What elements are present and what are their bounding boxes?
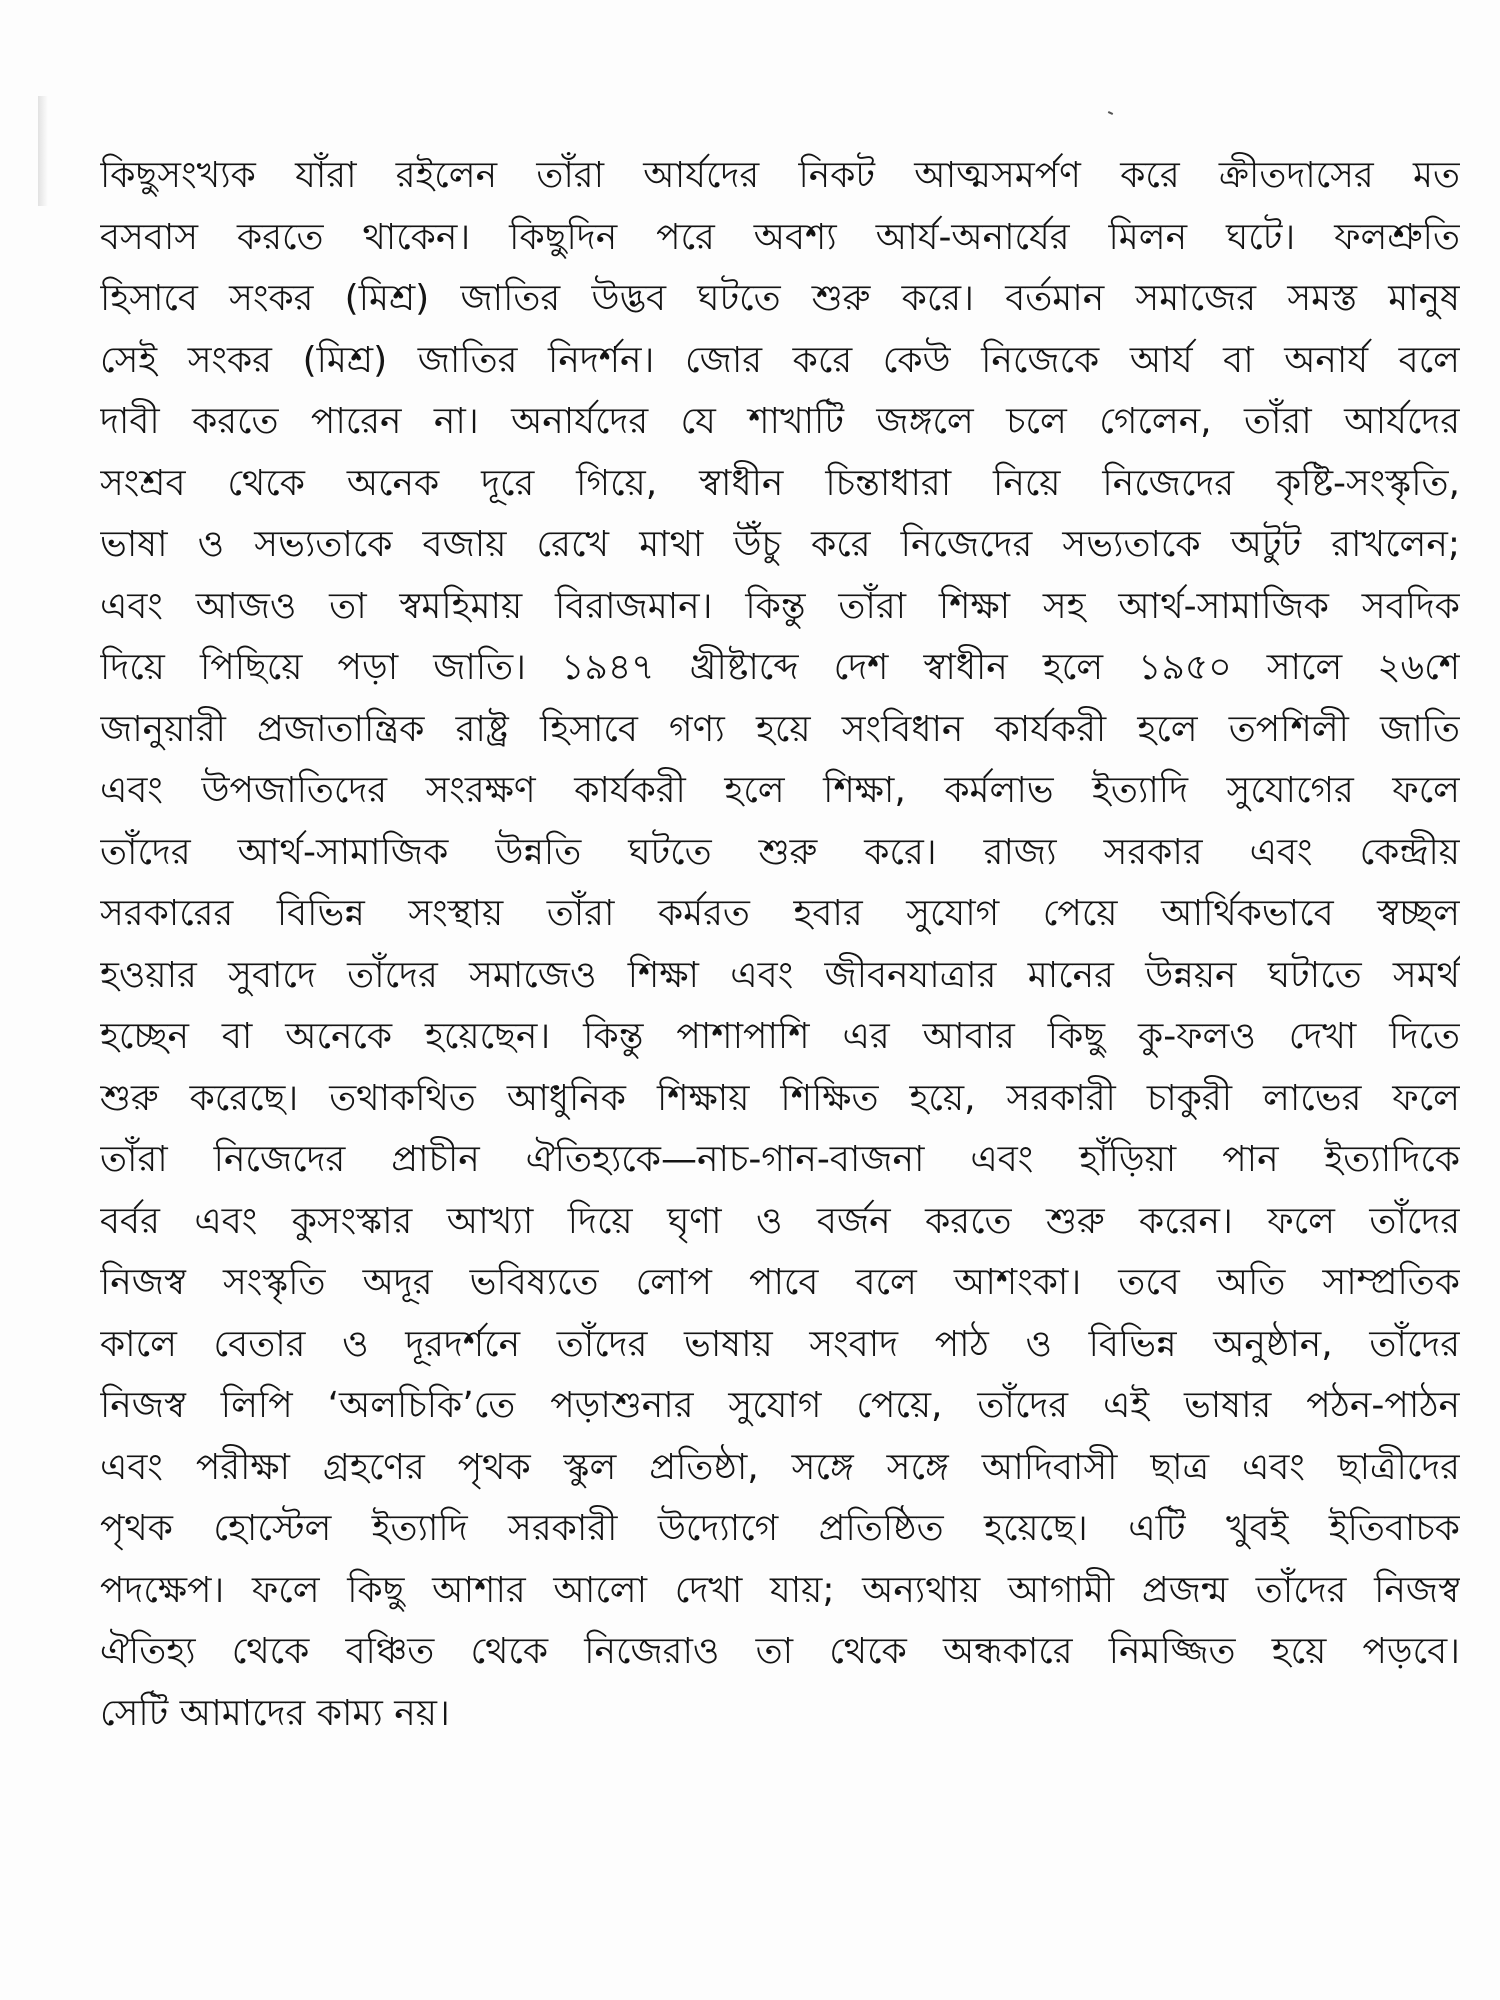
text-line: নিজস্ব সংস্কৃতি অদূর ভবিষ্যতে লোপ পাবে বলে আশংকা। তবে অতি সাম্প্রতিক: [100, 1262, 1460, 1303]
text-line: ঐতিহ্য থেকে বঞ্চিত থেকে নিজেরাও তা থেকে অন্ধকারে নিমজ্জিত হয়ে পড়বে।: [100, 1631, 1460, 1672]
body-paragraph: [100, 145, 1460, 1744]
text-line: সেই সংকর (মিশ্র) জাতির নিদর্শন। জোর করে কেউ নিজেকে আর্য বা অনার্য বলে: [100, 339, 1460, 381]
text-line: এবং পরীক্ষা গ্রহণের পৃথক স্কুল প্রতিষ্ঠা, সঙ্গে সঙ্গে আদিবাসী ছাত্র এবং ছাত্রীদের: [100, 1446, 1460, 1488]
text-line: পৃথক হোস্টেল ইত্যাদি সরকারী উদ্যোগে প্রতিষ্ঠিত হয়েছে। এটি খুবই ইতিবাচক: [100, 1508, 1460, 1549]
scan-edge-shadow: [38, 96, 48, 206]
text-line: কালে বেতার ও দূরদর্শনে তাঁদের ভাষায় সংবাদ পাঠ ও বিভিন্ন অনুষ্ঠান, তাঁদের: [100, 1323, 1460, 1365]
text-line: তাঁরা নিজেদের প্রাচীন ঐতিহ্যকে—নাচ-গান-বাজনা এবং হাঁড়িয়া পান ইত্যাদিকে: [100, 1139, 1460, 1180]
text-line: সংশ্রব থেকে অনেক দূরে গিয়ে, স্বাধীন চিন্তাধারা নিয়ে নিজেদের কৃষ্টি-সংস্কৃতি,: [100, 462, 1460, 504]
text-line: ভাষা ও সভ্যতাকে বজায় রেখে মাথা উঁচু করে নিজেদের সভ্যতাকে অটুট রাখলেন;: [100, 524, 1460, 565]
text-line-last: সেটি আমাদের কাম্য নয়।: [100, 1692, 450, 1734]
text-line: কিছুসংখ্যক যাঁরা রইলেন তাঁরা আর্যদের নিকট আত্মসমর্পণ করে ক্রীতদাসের মত: [100, 155, 1460, 196]
ink-speck: [1108, 111, 1113, 115]
text-line: বর্বর এবং কুসংস্কার আখ্যা দিয়ে ঘৃণা ও বর্জন করতে শুরু করেন। ফলে তাঁদের: [100, 1200, 1460, 1242]
text-line: বসবাস করতে থাকেন। কিছুদিন পরে অবশ্য আর্য-অনার্যের মিলন ঘটে। ফলশ্রুতি: [100, 216, 1460, 258]
text-line: জানুয়ারী প্রজাতান্ত্রিক রাষ্ট্র হিসাবে গণ্য হয়ে সংবিধান কার্যকরী হলে তপশিলী জাতি: [100, 708, 1460, 750]
text-line: দিয়ে পিছিয়ে পড়া জাতি। ১৯৪৭ খ্রীষ্টাব্দে দেশ স্বাধীন হলে ১৯৫০ সালে ২৬শে: [100, 647, 1460, 688]
text-line: তাঁদের আর্থ-সামাজিক উন্নতি ঘটতে শুরু করে। রাজ্য সরকার এবং কেন্দ্রীয়: [100, 831, 1460, 873]
text-line: হিসাবে সংকর (মিশ্র) জাতির উদ্ভব ঘটতে শুরু করে। বর্তমান সমাজের সমস্ত মানুষ: [100, 278, 1460, 319]
text-line: সরকারের বিভিন্ন সংস্থায় তাঁরা কর্মরত হবার সুযোগ পেয়ে আর্থিকভাবে স্বচ্ছল: [100, 893, 1460, 934]
text-line: হওয়ার সুবাদে তাঁদের সমাজেও শিক্ষা এবং জীবনযাত্রার মানের উন্নয়ন ঘটাতে সমর্থ: [100, 954, 1460, 996]
text-line: নিজস্ব লিপি ‘অলচিকি’তে পড়াশুনার সুযোগ পেয়ে, তাঁদের এই ভাষার পঠন-পাঠন: [100, 1385, 1460, 1426]
text-line: এবং আজও তা স্বমহিমায় বিরাজমান। কিন্তু তাঁরা শিক্ষা সহ আর্থ-সামাজিক সবদিক: [100, 585, 1460, 627]
text-line: এবং উপজাতিদের সংরক্ষণ কার্যকরী হলে শিক্ষা, কর্মলাভ ইত্যাদি সুযোগের ফলে: [100, 770, 1460, 811]
text-line: হচ্ছেন বা অনেকে হয়েছেন। কিন্তু পাশাপাশি এর আবার কিছু কু-ফলও দেখা দিতে: [100, 1016, 1460, 1057]
text-line: শুরু করেছে। তথাকথিত আধুনিক শিক্ষায় শিক্ষিত হয়ে, সরকারী চাকুরী লাভের ফলে: [100, 1077, 1460, 1119]
text-line: দাবী করতে পারেন না। অনার্যদের যে শাখাটি জঙ্গলে চলে গেলেন, তাঁরা আর্যদের: [100, 401, 1460, 442]
text-line: পদক্ষেপ। ফলে কিছু আশার আলো দেখা যায়; অন্যথায় আগামী প্রজন্ম তাঁদের নিজস্ব: [100, 1569, 1460, 1611]
